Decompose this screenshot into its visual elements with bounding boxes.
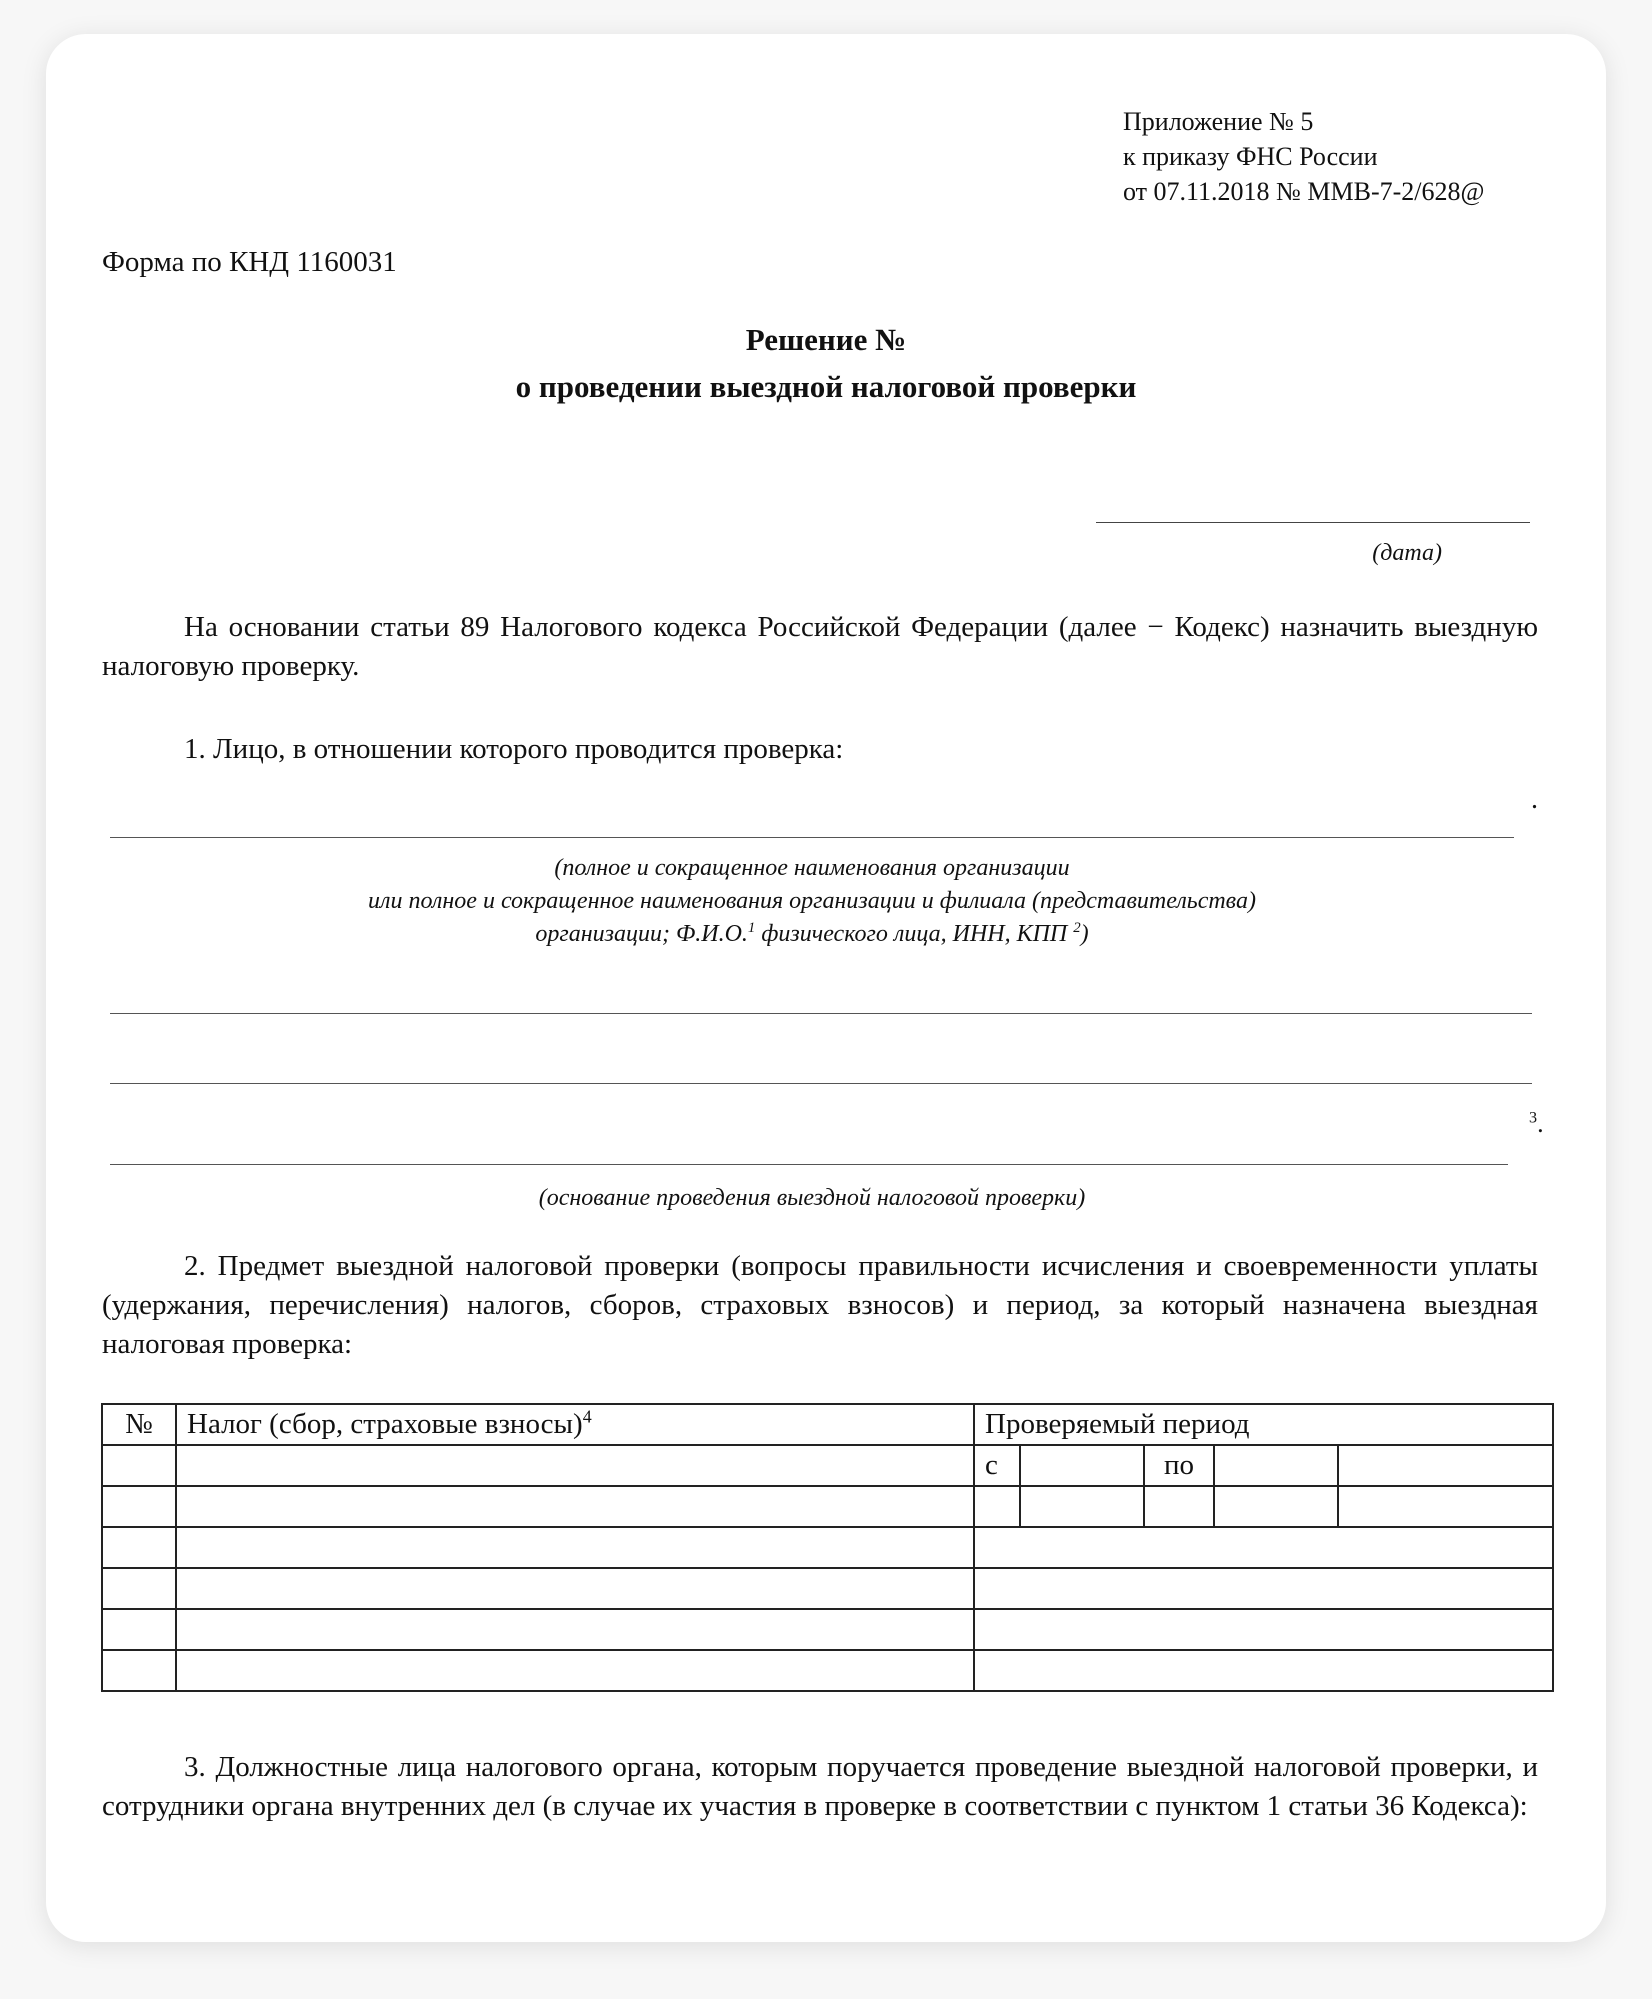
period-to-label: по — [1144, 1445, 1214, 1486]
table-cell[interactable] — [1144, 1486, 1214, 1527]
document-title: Решение № — [745, 322, 907, 357]
basis-end-mark — [1529, 1109, 1544, 1139]
document-page — [46, 34, 1606, 1942]
col-no-header: № — [102, 1404, 176, 1445]
table-row — [102, 1650, 1553, 1691]
section-1-heading — [102, 730, 1538, 769]
table-cell[interactable] — [102, 1650, 176, 1691]
appendix-line-3: от 07.11.2018 № ММВ-7-2/628@ — [1123, 177, 1485, 206]
form-code: Форма по КНД 1160031 — [102, 246, 397, 278]
table-cell[interactable] — [974, 1486, 1020, 1527]
table-cell[interactable] — [974, 1527, 1553, 1568]
section-1-text: 1. Лицо, в отношении которого проводится проверка: — [184, 733, 844, 765]
section-3-text: 3. Должностные лица налогового органа, которым поручается проведение выездной налоговой проверки, и сотрудники органа внутренних дел (в случае их участия в проверке в соответствии с пунктом 1 статьи 36 Кодекса): — [102, 1751, 1538, 1822]
table-cell[interactable] — [176, 1486, 974, 1527]
table-cell[interactable] — [176, 1445, 974, 1486]
document-subtitle: о проведении выездной налоговой проверки — [515, 369, 1137, 404]
table-cell[interactable] — [102, 1445, 176, 1486]
table-cell[interactable] — [102, 1609, 176, 1650]
col-tax-header — [176, 1404, 974, 1445]
table-row — [102, 1568, 1553, 1609]
section-3-paragraph — [102, 1748, 1538, 1826]
col-tax-label: Налог (сбор, страховые взносы) — [187, 1408, 583, 1440]
table-cell[interactable] — [1338, 1486, 1553, 1527]
caption-text-a: организации; Ф.И.О. — [535, 921, 748, 947]
basis-line-1[interactable] — [110, 1013, 1532, 1014]
table-cell[interactable] — [1338, 1445, 1553, 1486]
tax-period-table — [101, 1403, 1554, 1692]
table-row — [102, 1609, 1553, 1650]
col-period-header: Проверяемый период — [974, 1404, 1553, 1445]
caption-text-c: ) — [1080, 921, 1089, 947]
footnote-ref-4: 4 — [582, 1406, 592, 1427]
basis-caption: (основание проведения выездной налоговой проверки) — [538, 1185, 1086, 1211]
entity-caption-line-3 — [110, 918, 1514, 951]
entity-caption — [110, 852, 1514, 951]
table-cell[interactable] — [974, 1609, 1553, 1650]
table-cell[interactable] — [176, 1568, 974, 1609]
date-caption: (дата) — [1372, 540, 1442, 566]
table-cell[interactable] — [1020, 1486, 1144, 1527]
intro-paragraph — [102, 608, 1538, 686]
table-cell[interactable] — [102, 1486, 176, 1527]
table-cell[interactable] — [1214, 1486, 1338, 1527]
appendix-line-2: к приказу ФНС России — [1123, 142, 1378, 171]
table-row — [102, 1527, 1553, 1568]
date-field-line[interactable] — [1096, 522, 1530, 523]
footnote-ref-2: 2 — [1073, 920, 1081, 936]
table-cell[interactable] — [176, 1609, 974, 1650]
basis-line-3[interactable] — [110, 1164, 1508, 1165]
period-to-cell[interactable] — [1214, 1445, 1338, 1486]
table-cell[interactable] — [102, 1527, 176, 1568]
table-cell[interactable] — [974, 1650, 1553, 1691]
intro-text: На основании статьи 89 Налогового кодекса Российской Федерации (далее − Кодекс) назначить выездную налоговую проверку. — [102, 611, 1538, 682]
footnote-ref-3: 3 — [1529, 1109, 1538, 1127]
section-2-text: 2. Предмет выездной налоговой проверки (вопросы правильности исчисления и своевременности уплаты (удержания, перечисления) налогов, сборов, страховых взносов) и период, за который назначена выездная налоговая проверка: — [102, 1250, 1538, 1360]
entity-name-line[interactable] — [110, 837, 1514, 838]
period-from-label: с — [974, 1445, 1020, 1486]
footnote-ref-1: 1 — [747, 920, 756, 936]
table-row — [102, 1486, 1553, 1527]
entity-caption-line-1: (полное и сокращенное наименования организации — [554, 855, 1070, 881]
appendix-reference — [1123, 104, 1484, 209]
entity-caption-line-2: или полное и сокращенное наименования организации и филиала (представительства) — [368, 888, 1256, 914]
entity-end-mark: . — [1531, 784, 1538, 815]
table-cell[interactable] — [176, 1650, 974, 1691]
table-cell[interactable] — [176, 1527, 974, 1568]
appendix-line-1: Приложение № 5 — [1123, 107, 1314, 136]
period-from-cell[interactable] — [1020, 1445, 1144, 1486]
basis-end-dot: . — [1537, 1109, 1544, 1138]
caption-text-b: физического лица, ИНН, КПП — [755, 921, 1068, 947]
table-row — [102, 1445, 1553, 1486]
table-header-row — [102, 1404, 1553, 1445]
table-cell[interactable] — [102, 1568, 176, 1609]
section-2-paragraph — [102, 1247, 1538, 1364]
basis-line-2[interactable] — [110, 1083, 1532, 1084]
table-cell[interactable] — [974, 1568, 1553, 1609]
